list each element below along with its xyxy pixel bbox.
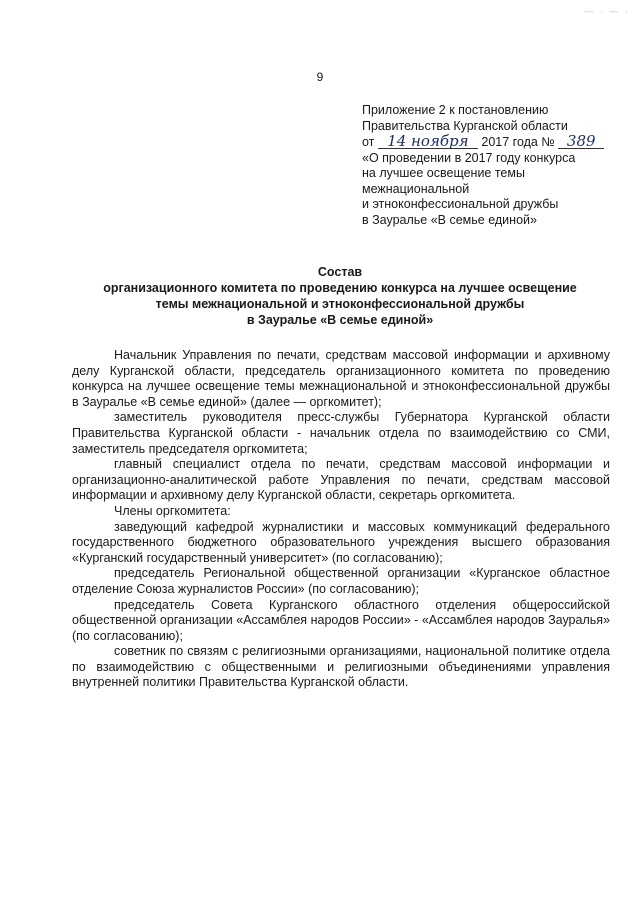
appendix-line: и этноконфессиональной дружбы (362, 197, 559, 211)
date-prefix: от (362, 135, 375, 149)
appendix-date-line (362, 134, 612, 151)
appendix-line: межнациональной (362, 181, 470, 196)
appendix-line: в Зауралье «В семье единой» (362, 212, 537, 227)
handwritten-date: 14 ноября (378, 134, 478, 149)
handwritten-number: 389 (558, 134, 604, 149)
body-paragraph: Члены оргкомитета: (114, 503, 231, 518)
title-heading: Состав (317, 265, 363, 279)
appendix-line: на лучшее освещение темы (362, 166, 525, 180)
body-paragraph: главный специалист отдела по печати, средствам массовой информации и организационно-аналитической работе Управления по печати, средствам массовой информации и архивному делу Курганской области, секретарь оргкомитета. (72, 457, 610, 503)
document-title (60, 264, 620, 328)
body-paragraph: заместитель руководителя пресс-службы Губернатора Курганской области Правительства Курганской области - начальник отдела по взаимодействию со СМИ, заместитель председателя оргкомитета; (72, 410, 610, 456)
body-paragraph: председатель Региональной общественной организации «Курганское областное отделение Союза журналистов России» (по согласованию); (72, 566, 610, 596)
appendix-line: «О проведении в 2017 году конкурса (362, 150, 576, 165)
body-paragraph: заведующий кафедрой журналистики и массовых коммуникаций федерального государственного бюджетного образовательного учреждения высшего образования «Курганский государственный университет» (по согласованию); (72, 519, 610, 565)
year-text: 2017 года № (481, 135, 555, 149)
corner-marks: — · — · (584, 6, 630, 16)
appendix-line: Правительства Курганской области (362, 118, 568, 133)
appendix-line: Приложение 2 к постановлению (362, 103, 549, 117)
title-line: организационного комитета по проведению конкурса на лучшее освещение (103, 281, 577, 295)
page-number: 9 (316, 70, 324, 84)
document-body (72, 348, 610, 691)
body-paragraph: Начальник Управления по печати, средствам массовой информации и архивному делу Курганской области, председатель организационного комитета по проведению конкурса на лучшее освещение темы межнациональной и этноконфессиональной дружбы в Зауралье «В семье единой» (далее — оргкомитет); (72, 348, 610, 409)
title-line: темы межнациональной и этноконфессиональной дружбы (155, 297, 525, 311)
body-paragraph: председатель Совета Курганского областного отделения общероссийской общественной организации «Ассамблея народов России» - «Ассамблея народов Зауралья» (по согласованию); (72, 597, 610, 643)
body-paragraph: советник по связям с религиозными организациями, национальной политике отдела по взаимодействию с общественными и религиозными объединениями управления внутренней политики Правительства Курганской области. (72, 644, 610, 690)
title-line: в Зауралье «В семье единой» (246, 313, 434, 327)
appendix-block (362, 103, 612, 228)
